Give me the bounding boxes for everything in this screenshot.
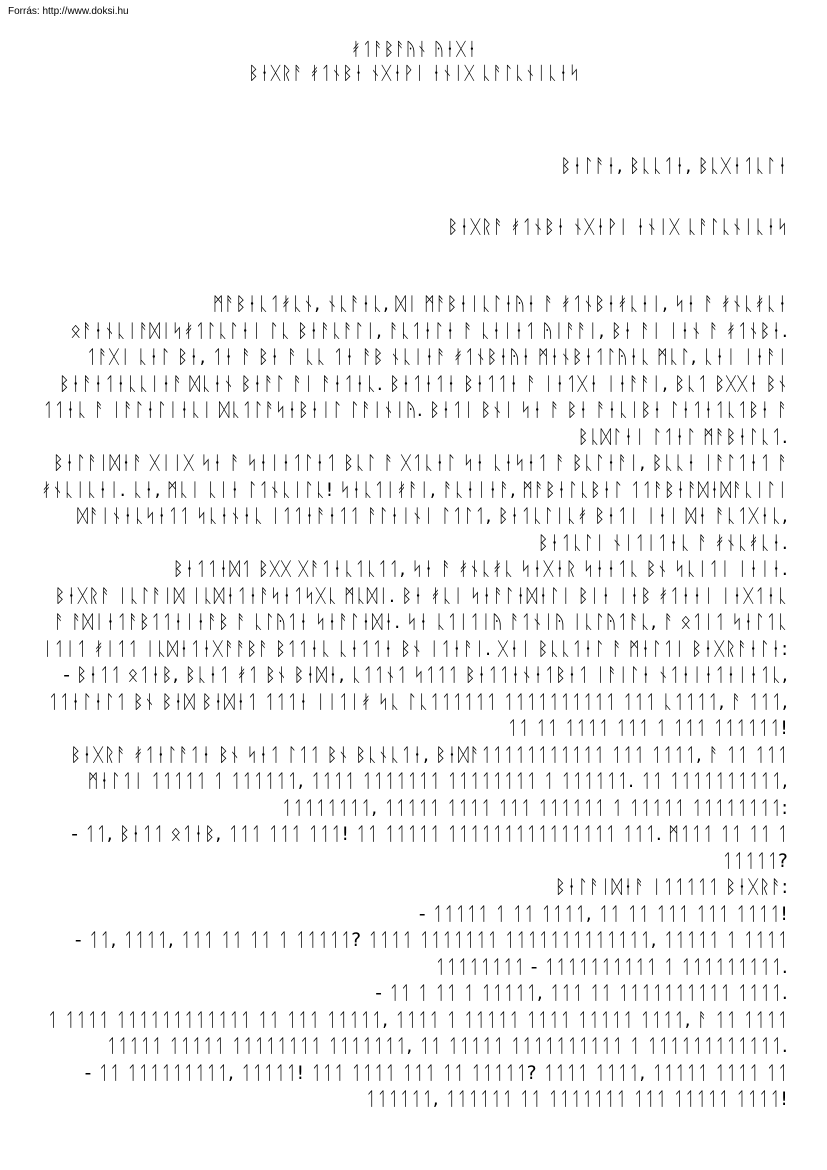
paragraph: ᛗᚨᛒᛂᚳᛐᚯᚳᚾ, ᚾᚳᚨᛂᚳ, ᛞᛁ ᛗᚨᛒᛂᛁᚳᛚᛂᚤᛂ ᚨ ᚯᛐᚾᛒᛂᚯᚳᛂᛁ, ᛋᛂ ᚨ ᚯᚾᚳᚯᚳᛂ ᛟᚨᛂᚾᚳᛁᚨᛞᛁᛋᚯᛐᛚᚳᛚᛂᛁ ᛚᚳ ᛒᛂᚨᚳᚨᛚᛁ, ᚨᚳᛐᛂᛚᛂ ᚨ ᚳᛂᛁᛂᛐ ᚤᛁᚨᚨᛁ, ᛒᛂ ᚨᛁ ᛁᛂᚾ ᚨ ᚯᛐᚾᛒᛂ. ᛐᚨᚷᛁ ᚳᛂᛚ ᛒᛂ, ᛐᛂ ᚨ ᛒᛂ ᚨ ᚳᚳ ᛐᛂ ᚨᛒ ᚾᚳᛁᛂᚨ ᚯᛐᚾᛒᛂᚤᛂ ᛗᛂᚾᛒᛂᛐᛚᚤᛂᚳ ᛗᚳᛚ, ᚳᛂᛁ ᛁᛂᚨᛁ ᛒᛂᚨᛂᛐᛂᚳᚳᛁᛂᚨ ᛞᚳᛂᚾ ᛒᛂᚨᛚ ᚨᛁ ᚨᛂᛐᛂᚳ. ᛒᛂᛐᛂᛐᛂ ᛒᛂᛐᛐᛂ ᚨ ᛁᛂᛐᚷᛂ ᛁᛂᚨᚨᛁ, ᛒᚳᛐ ᛒᚷᚷᛂ ᛒᚾ ᛐᛐᛂᚳ ᚨ ᛁᚨᛚᛂᛚᛁᛂᚳᛁ ᛞᚳᛐᛚᚨᛋᛂᛒᛂᛁᛚ ᛚᚨᛁᚾᛁᚤ. ᛒᛂᛐᛁ ᛒᚾᛁ ᛋᛂ ᚨ ᛒᛂ ᚨᛂᚳᛁᛒᛂ ᛚᛂᛐᛂᛐᚳᛐᛒᛂ ᚨ ᛒᚳᛞᛚᛂᛁ ᛚᛐᛂᛚ ᛗᚨᛒᛂᛚᚳᛐ. xyxy=(42,294,788,448)
paragraph: - ᛐᛐ, ᛒᛂᛐᛐ ᛟᛐᛂᛒ, ᛐᛐᛐ ᛐᛐᛐ ᛐᛐᛐ! ᛐᛐ ᛐᛐᛐᛐᛐ ᛐᛐᛐᛐᛐᛐᛐᛐᛐᛐᛐᛐᛐᛐᛐ ᛐᛐᛐ. ᛗᛐᛐᛐ ᛐᛐ ᛐᛐ ᛐ ᛐᛐᛐᛐᛐ? xyxy=(71,824,788,872)
paragraph: - ᛐᛐ ᛐ ᛐᛐ ᛐ ᛐᛐᛐᛐᛐ, ᛐᛐᛐ ᛐᛐ ᛐᛐᛐᛐᛐᛐᛐᛐᛐᛐ ᛐᛐᛐᛐ. xyxy=(375,983,788,1004)
title-line-2: ᛒᛂᚷᚱᚨ ᚯᛐᚾᛒᛂ ᚾᚷᛂᚹᛁ ᛂᚾᛁᚷ ᚳᚨᛚᚳᚾᛁᚳᛂᛋ xyxy=(248,63,580,84)
source-note: Forrás: http://www.doksi.hu xyxy=(8,6,129,17)
paragraph: ᛒᛂᛚᚨᛁᛞᛂᚨ ᛁᛐᛐᛐᛐᛐ ᛒᛂᚷᚱᚨ: xyxy=(554,877,788,898)
document-page xyxy=(40,38,788,1114)
paragraph: ᛒᛂᚷᚱᚨ ᛁᚳᛚᚨᛁᛞ ᛁᚳᛞᛂᛐᛂᚨᛋᛂᛐᛋᚷᚳ ᛗᚳᛞᛁ. ᛒᛂ ᚯᚳᛁ ᛋᛂᚨᛚᛂᛞᛂᛚᛁ ᛒᛁᛂ ᛁᛂᛒ ᚯᛐᛂᛂᛁ ᛁᛂᚷᛐᛂᚳ ᚨ ᚨᛞᛁᛂᛐᚨᛒᛐᛐᛂᛁᛂᚨᛒ ᚨ ᚳᛚᚤᛐᛂ ᛋᛂᚨᛚᛂᛞᛂ. ᛋᛂ ᚳᛐᛁᛐᛁᚤ ᚨᛐᚾᛁᚤ ᛁᚳᛚᚤᛐᚨᚳ, ᚨ ᛟᛐᛁᛐ ᛋᛂᛚᛐᚳ ᛁᛐᛁᛐ ᚯᛁᛐᛐ ᛁᚳᛞᛂᛐᛂᚷᚨᚨᛒᚨ ᛒᛐᛐᛂᚳ ᚳᛂᛐᛐᛂ ᛒᚾ ᛁᛐᛂᚨᛁ. ᚷᛂᛁ ᛒᚳᚳᛐᛂᛚ ᚨ ᛗᛂᛚᛐᛁ ᛒᛂᚷᚱᚨᛂᛚᛂ: xyxy=(41,585,788,660)
document-title xyxy=(40,38,788,86)
paragraph: - ᛐᛐ, ᛐᛐᛐᛐ, ᛐᛐᛐ ᛐᛐ ᛐᛐ ᛐ ᛐᛐᛐᛐᛐ? ᛐᛐᛐᛐ ᛐᛐᛐᛐᛐᛐᛐ ᛐᛐᛐᛐᛐᛐᛐᛐᛐᛐᛐᛐᛐ, ᛐᛐᛐᛐᛐ ᛐ ᛐᛐᛐᛐ ᛐᛐᛐᛐᛐᛐᛐᛐ - ᛐᛐᛐᛐᛐᛐᛐᛐᛐᛐ ᛐ ᛐᛐᛐᛐᛐᛐᛐᛐᛐ. xyxy=(74,930,788,978)
paragraph: ᛒᛂᛐᛐᛂᛞᛐ ᛒᚷᚷ ᚷᚨᛐᛂᚳᛐᚳᛐᛐ, ᛋᛂ ᚨ ᚯᚾᚳᚯᚳ ᛋᛂᚷᛂᚱ ᛋᛂᛂᛐᚳ ᛒᚾ ᛋᚳᛁᛐᛁ ᛁᛂᛁᛂ. xyxy=(172,559,788,580)
paragraph: - ᛒᛂᛐᛐ ᛟᛐᛂᛒ, ᛒᚳᛂᛐ ᚯᛐ ᛒᚾ ᛒᛂᛞᛂ, ᚳᛐᛐᚾᛐ ᛋᛐᛐᛐ ᛒᛂᛐᛐᛂᚾᛂᛐᛒᛂᛐ ᛁᚨᛁᛚᛂ ᚾᛐᛂᛁᛂᛐᛂᛁᛂᛐᚳ, ᛐᛐᛂᛚᛂᛚᛐ ᛒᚾ ᛒᛂᛞ ᛒᛂᛞᛂᛐ ᛐᛐᛐᛂ ᛁᛁᛐᛁᚯ ᛋᚳ ᛚᚳᛐᛐᛐᛐᛐᛐ ᛐᛐᛐᛐᛐᛐᛐᛐᛐᛐ ᛐᛐᛐ ᚳᛐᛐᛐᛐ, ᚨ ᛐᛐᛐ, ᛐᛐ ᛐᛐ ᛐᛐᛐᛐ ᛐᛐᛐ ᛐ ᛐᛐᛐ ᛐᛐᛐᛐᛐᛐ! xyxy=(47,665,788,739)
section-heading: ᛒᛂᛚᚨᛂ, ᛒᚳᚳᛐᛂ, ᛒᚳᚷᛂᛐᚳᛚᛂ xyxy=(560,156,788,177)
section-subheading: ᛒᛂᚷᚱᚨ ᚯᛐᚾᛒᛂ ᚾᚷᛂᚹᛁ ᛂᚾᛁᚷ ᚳᚨᛚᚳᚾᛁᚳᛂᛋ xyxy=(447,217,788,238)
document-body xyxy=(40,292,788,1114)
paragraph: ᛒᛂᛚᚨᛁᛞᛂᚨ ᚷᛁᛁᚷ ᛋᛂ ᚨ ᛋᛂᛁᛂᛐᛚᛂᛐ ᛒᚳᛚ ᚨ ᚷᛐᚳᛂᛚ ᛋᛂ ᚳᛂᛋᛂᛐ ᚨ ᛒᚳᛚᛂᚨᛁ, ᛒᚳᚳᛂ ᛁᚨᛚᛐᛂᛐ ᚨ ᚯᚾᚳᛁᚳᛂᛁ. ᚳᛂ, ᛗᚳᛁ ᚳᛁᛂ ᛚᛐᚾᚳᛁᛚᚳ! ᛋᛂᚳᛐᛁᚯᚨᛁ, ᚨᚳᛂᛁᛂᚨ, ᛗᚨᛒᛂᛚᚳᛒᛂᛚ ᛐᛐᚨᛒᛂᚨᛞᛂᛞᚨᚳᛁᛚᛁ ᛞᚨᛁᚾᛂᚳᛋᛂᛐᛐ ᛋᚳᛂᚾᛂᚳ ᛁᛐᛐᛂᚨᛂᛐᛐ ᚨᛚᛂᛁᚾᛁ ᛚᛐᛚᛐ, ᛒᛂᛐᚳᛚᛁᚳᚯ ᛒᛂᛐᛁ ᛁᛂᛁ ᛞᛂ ᚨᚳᛐᚷᛂᚳ, ᛒᛂᛐᚳᛚᛁ ᚾᛁᛐᛁᛐᛂᚳ ᚨ ᚯᚾᚳᚯᚳᛂ. xyxy=(40,453,788,554)
paragraph: - ᛐᛐᛐᛐᛐ ᛐ ᛐᛐ ᛐᛐᛐᛐ, ᛐᛐ ᛐᛐ ᛐᛐᛐ ᛐᛐᛐ ᛐᛐᛐᛐ! xyxy=(418,903,788,925)
title-line-1: ᚯᛐᚨᛒᚨᚤᚾ ᚤᛂᚷᛂ xyxy=(350,39,478,60)
paragraph: - ᛐᛐ ᛐᛐᛐᛐᛐᛐᛐᛐᛐ, ᛐᛐᛐᛐᛐ! ᛐᛐᛐ ᛐᛐᛐᛐ ᛐᛐᛐ ᛐᛐ ᛐᛐᛐᛐᛐ? ᛐᛐᛐᛐ ᛐᛐᛐᛐ, ᛐᛐᛐᛐᛐ ᛐᛐᛐᛐ ᛐᛐ ᛐᛐᛐᛐᛐᛐ, ᛐᛐᛐᛐᛐᛐ ᛐᛐ ᛐᛐᛐᛐᛐᛐᛐ ᛐᛐᛐ ᛐᛐᛐᛐᛐ ᛐᛐᛐᛐ! xyxy=(84,1062,788,1110)
paragraph: ᛒᛂᚷᚱᚨ ᚯᛐᛂᛚᚨᛐᛂ ᛒᚾ ᛋᛂᛐ ᛚᛐᛐ ᛒᚾ ᛒᚳᚾᚳᛐᛂ, ᛒᛂᛞᚨᛐᛐᛐᛐᛐᛐᛐᛐᛐᛐᛐ ᛐᛐᛐ ᛐᛐᛐᛐ, ᚨ ᛐᛐ ᛐᛐᛐ ᛗᛂᛚᛐᛁ ᛐᛐᛐᛐᛐ ᛐ ᛐᛐᛐᛐᛐᛐ, ᛐᛐᛐᛐ ᛐᛐᛐᛐᛐᛐᛐ ᛐᛐᛐᛐᛐᛐᛐᛐ ᛐ ᛐᛐᛐᛐᛐᛐ. ᛐᛐ ᛐᛐᛐᛐᛐᛐᛐᛐᛐᛐ, ᛐᛐᛐᛐᛐᛐᛐᛐ, ᛐᛐᛐᛐᛐ ᛐᛐᛐᛐ ᛐᛐᛐ ᛐᛐᛐᛐᛐᛐ ᛐ ᛐᛐᛐᛐᛐ ᛐᛐᛐᛐᛐᛐᛐᛐ: xyxy=(70,744,788,819)
paragraph: ᛐ ᛐᛐᛐᛐ ᛐᛐᛐᛐᛐᛐᛐᛐᛐᛐᛐᛐ ᛐᛐ ᛐᛐᛐ ᛐᛐᛐᛐᛐ, ᛐᛐᛐᛐ ᛐ ᛐᛐᛐᛐᛐ ᛐᛐᛐᛐ ᛐᛐᛐᛐᛐ ᛐᛐᛐᛐ, ᚨ ᛐᛐ ᛐᛐᛐᛐ ᛐᛐᛐᛐᛐ ᛐᛐᛐᛐᛐ ᛐᛐᛐᛐᛐᛐᛐᛐ ᛐᛐᛐᛐᛐᛐᛐ, ᛐᛐ ᛐᛐᛐᛐᛐ ᛐᛐᛐᛐᛐᛐᛐᛐᛐᛐ ᛐ ᛐᛐᛐᛐᛐᛐᛐᛐᛐᛐᛐᛐ. xyxy=(46,1009,788,1057)
